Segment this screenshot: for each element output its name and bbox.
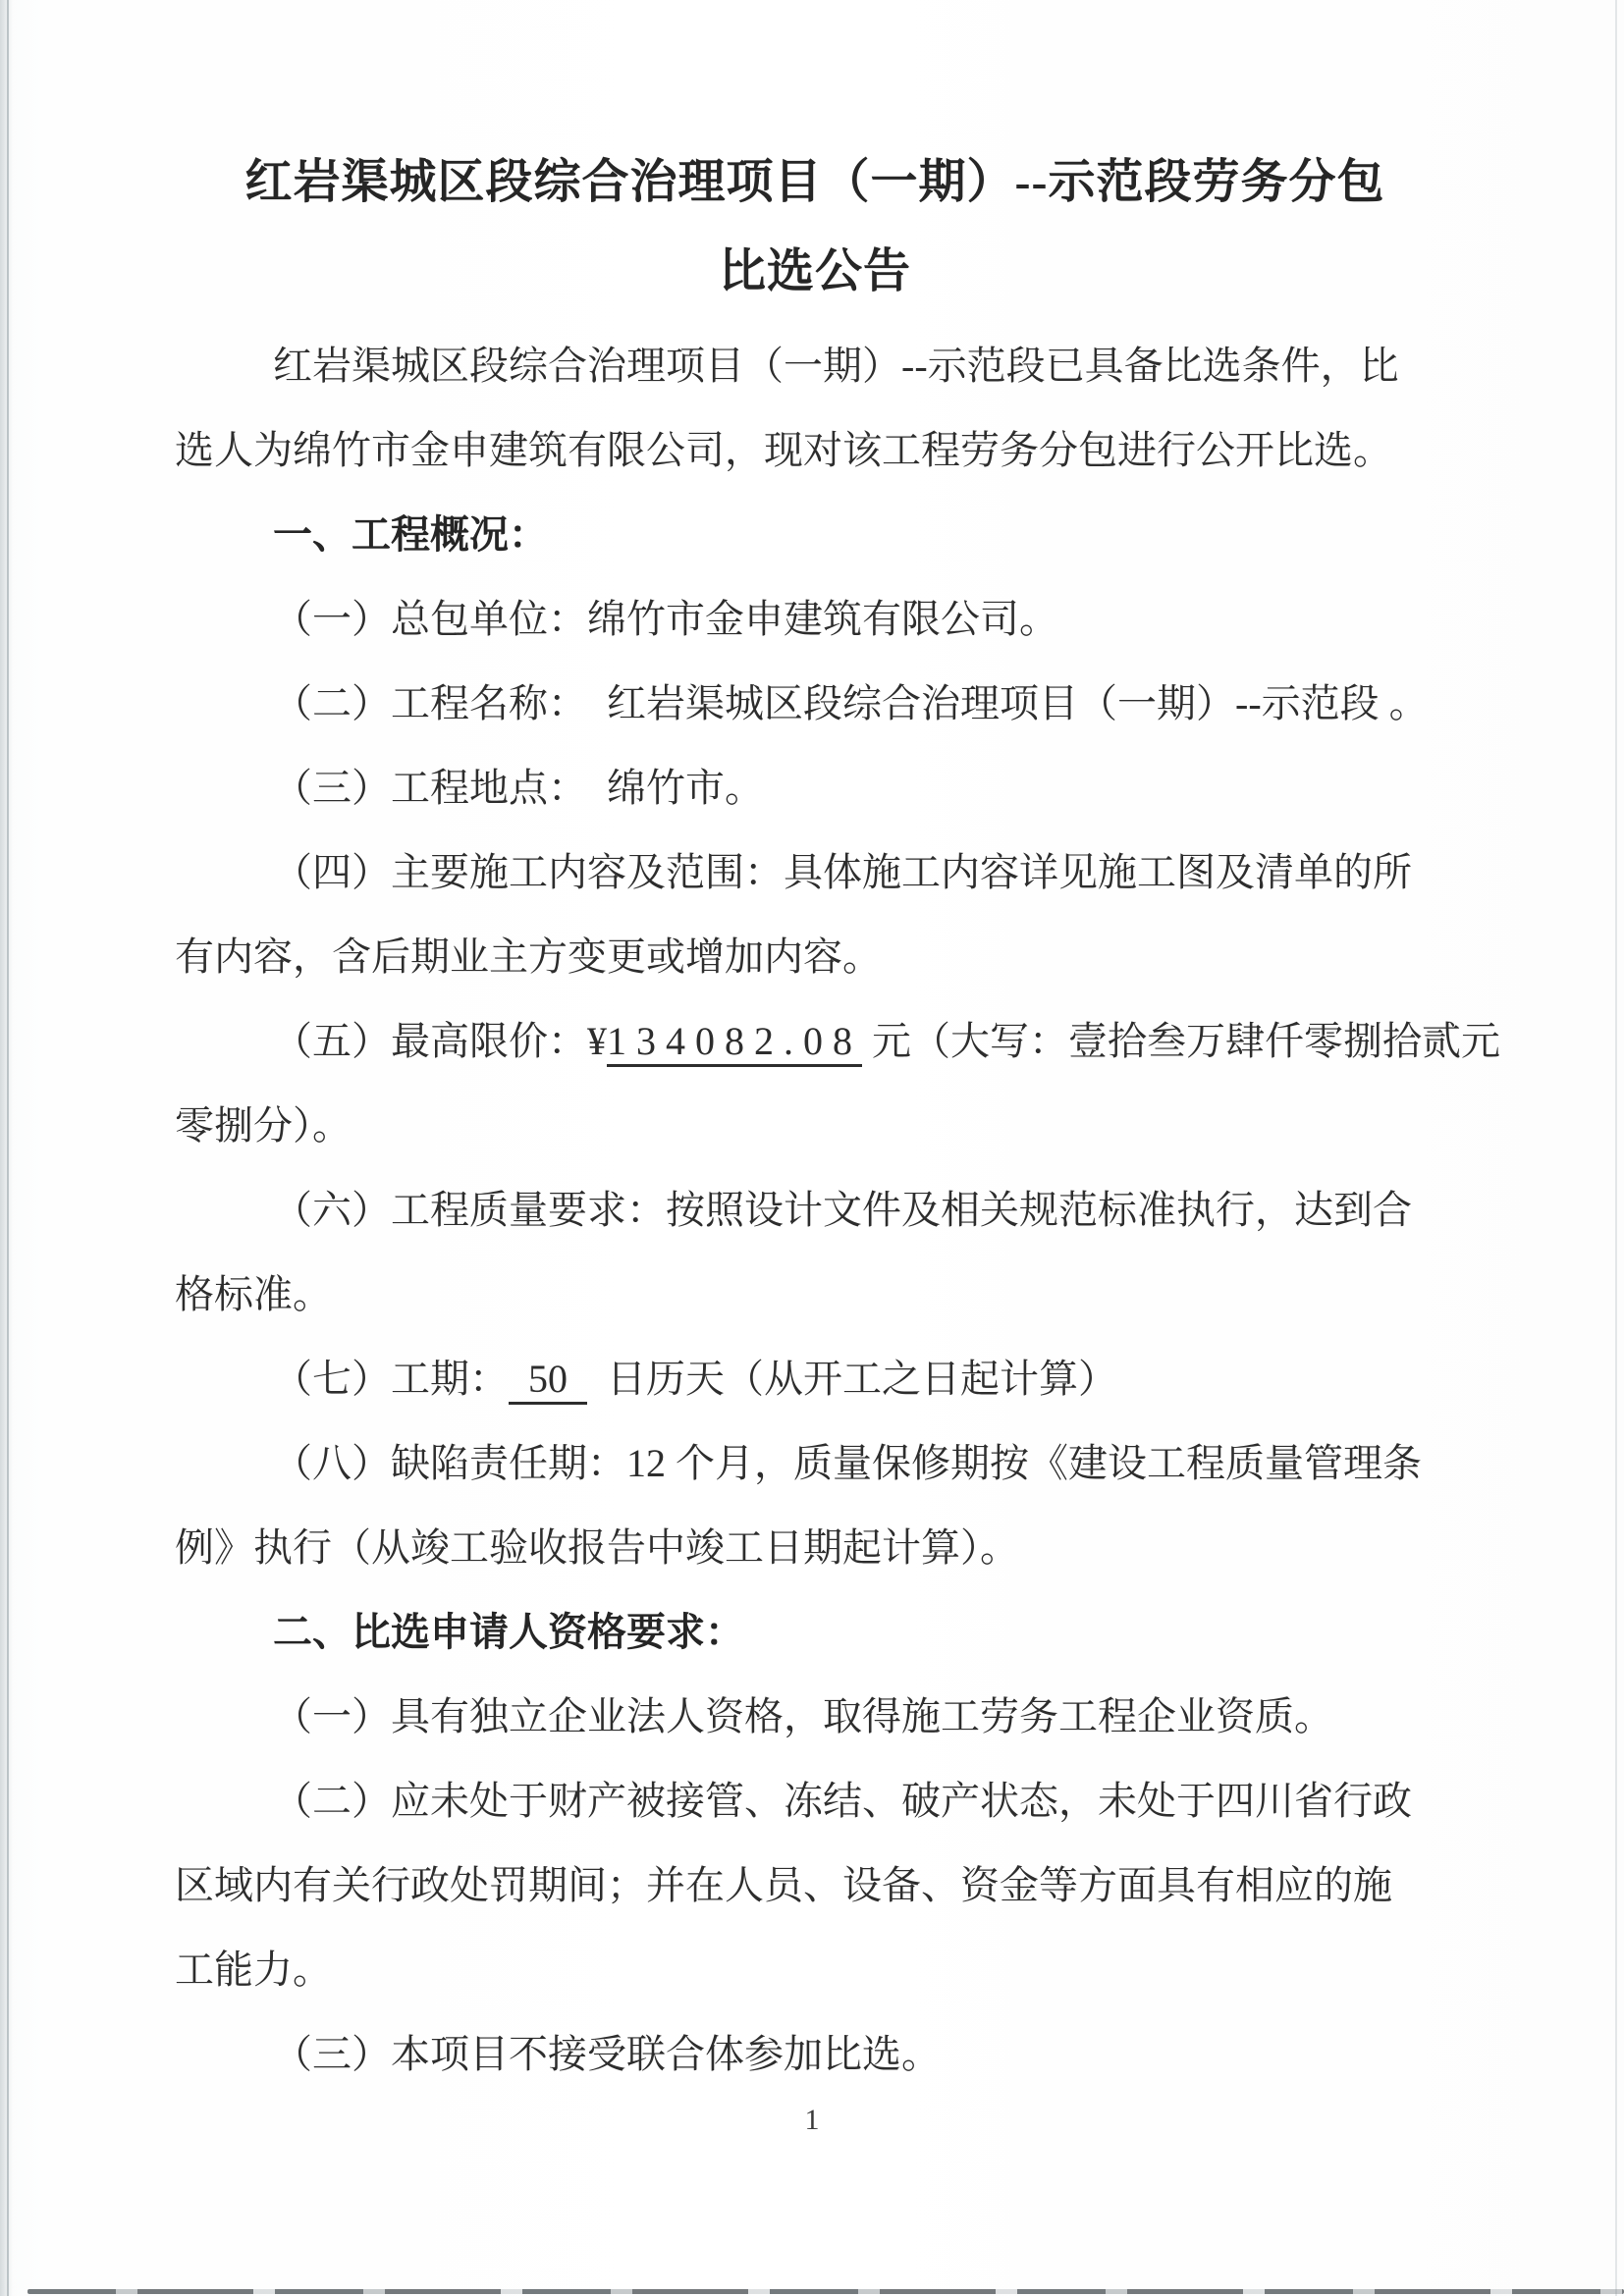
para-item7-duration bbox=[175, 1337, 1455, 1421]
section1-heading: 一、工程概况： bbox=[273, 512, 548, 557]
document-body bbox=[175, 324, 1500, 2097]
section2-heading: 二、比选申请人资格要求： bbox=[273, 1610, 744, 1654]
scan-left-edge-line bbox=[7, 0, 9, 2296]
para-item4-scope-line2: 有内容，含后期业主方变更或增加内容。 bbox=[175, 934, 882, 979]
para-req2-status-line1: （二）应未处于财产被接管、冻结、破产状态，未处于四川省行政 bbox=[273, 1779, 1412, 1823]
max-price-suffix: 元（大写：壹拾叁万肆仟零捌拾贰元 bbox=[862, 1019, 1500, 1063]
para-item8-defect-period-line2: 例》执行（从竣工验收报告中竣工日期起计算）。 bbox=[175, 1525, 1019, 1570]
para-intro-line2: 选人为绵竹市金申建筑有限公司，现对该工程劳务分包进行公开比选。 bbox=[175, 428, 1392, 472]
para-item2-project-name: （二）工程名称： 红岩渠城区段综合治理项目（一期）--示范段 。 bbox=[273, 681, 1429, 725]
page-number: 1 bbox=[804, 2104, 820, 2136]
para-req2-status-line3: 工能力。 bbox=[175, 1948, 332, 1992]
para-item8-defect-period-line1: （八）缺陷责任期：12 个月，质量保修期按《建设工程质量管理条 bbox=[273, 1441, 1422, 1485]
para-item1-contractor: （一）总包单位：绵竹市金申建筑有限公司。 bbox=[273, 597, 1058, 641]
scan-right-edge-line bbox=[1615, 0, 1617, 2296]
duration-value: 50 bbox=[509, 1357, 587, 1401]
duration-suffix: 日历天（从开工之日起计算） bbox=[587, 1357, 1117, 1401]
document-content bbox=[175, 137, 1500, 2097]
para-item6-quality-line2: 格标准。 bbox=[175, 1272, 332, 1316]
para-item5-max-price-line2: 零捌分）。 bbox=[175, 1103, 352, 1148]
duration-prefix: （七）工期： bbox=[273, 1357, 509, 1401]
para-intro-line1: 红岩渠城区段综合治理项目（一期）--示范段已具备比选条件，比 bbox=[273, 344, 1399, 388]
scan-bottom-edge-line bbox=[27, 2289, 1624, 2294]
para-req2-status-line2: 区域内有关行政处罚期间；并在人员、设备、资金等方面具有相应的施 bbox=[175, 1863, 1392, 1907]
max-price-value: 134082.08 bbox=[607, 1019, 862, 1063]
para-item6-quality-line1: （六）工程质量要求：按照设计文件及相关规范标准执行，达到合 bbox=[273, 1188, 1412, 1232]
max-price-prefix: （五）最高限价：¥ bbox=[273, 1019, 607, 1063]
para-req3-no-consortium: （三）本项目不接受联合体参加比选。 bbox=[273, 2032, 941, 2076]
doc-title-line1: 红岩渠城区段综合治理项目（一期）--示范段劳务分包 bbox=[244, 156, 1385, 208]
doc-title-line2: 比选公告 bbox=[718, 245, 911, 297]
para-item5-max-price-line1 bbox=[175, 999, 1500, 1084]
para-item3-location: （三）工程地点： 绵竹市。 bbox=[273, 766, 764, 810]
para-item4-scope-line1: （四）主要施工内容及范围：具体施工内容详见施工图及清单的所 bbox=[273, 850, 1412, 894]
para-req1-qualification: （一）具有独立企业法人资格，取得施工劳务工程企业资质。 bbox=[273, 1694, 1333, 1738]
